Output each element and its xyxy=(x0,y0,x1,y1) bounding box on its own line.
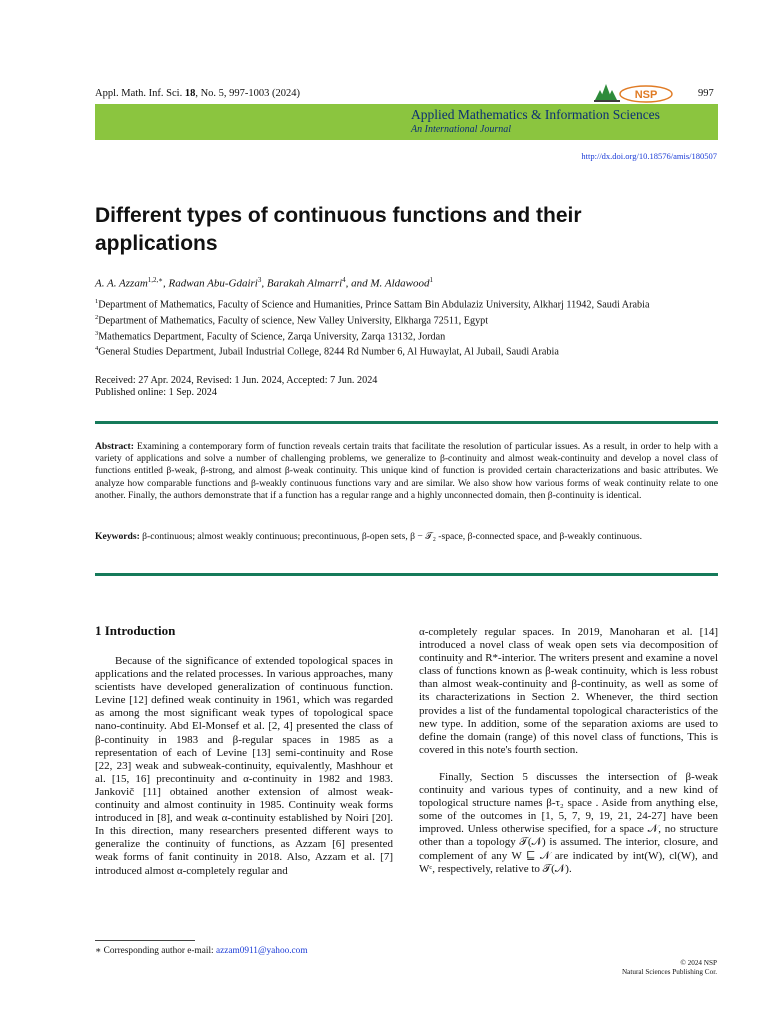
author-name: Barakah Almarri xyxy=(266,277,343,290)
intro-paragraph-1: Because of the significance of extended topological spaces in applications and the related processes. In various approaches, many scientists have developed generalization of continuous function. Levine [12] defined weak continuity in 1961, which was regarded as among the most significant weak types of topological space nano-continuity. Abd El-Monsef et al. [2, 4] presented the class of β-continuity in 1983 and β-regular spaces in 1985 as a representation of each of Levine [13] semi-continuity and Rose [22, 23] weak and subweak-continuity, equivalently, Mashhour et al. [15, 16] precontinuity and α-continuity in 1982 and 1983. Jankovič [11] obtained another extension of almost weak-continuity and almost continuity in 1985. Continuity weak forms introduced in [8], and weak α-continuity established by Noiri [20]. In this direction, many researchers presented different ways to generalize the continuity of functions, as Azzam [6] presented weak forms of fanit continuity in 2018. Also, Azzam et al. [7] introduced almost α-completely regular and xyxy=(95,655,393,877)
left-column xyxy=(95,655,393,878)
author-name: Radwan Abu-Gdairi xyxy=(168,277,258,290)
nsp-logo xyxy=(594,80,684,104)
author-separator: , xyxy=(261,277,267,290)
affiliation-number: 2 xyxy=(95,313,99,321)
received-dates: Received: 27 Apr. 2024, Revised: 1 Jun. 2024, Accepted: 7 Jun. 2024 xyxy=(95,375,378,386)
abstract-text: Examining a contemporary form of function reveals certain traits that facilitate the resolution of particular issues. As a result, in order to help with a variety of applications and solve a number of challenging problems, we generalize to β-continuity and almost weak-continuity and develop a novel class of functions entitled β-weak, β-strong, and almost β-weak continuity. This unique kind of function is provided certain characterizations and basic attributes. We analyze how comparable functions and β-weakly continuous functions vary and are similar. We also show how various forms of weak continuity relate to one another. Finally, the authors demonstrate that if a function has a regular range and a highly unconnected domain, then β-continuity is identical. xyxy=(95,441,718,501)
affiliation-text: General Studies Department, Jubail Industrial College, 8244 Rd Number 6, Al Huwaylat, Al Jubail, Saudi Arabia xyxy=(98,346,559,358)
affiliation-text: Department of Mathematics, Faculty of science, New Valley University, Elkharga 72511, Egypt xyxy=(98,315,489,327)
affiliation-item xyxy=(95,328,718,344)
journal-citation xyxy=(95,88,300,99)
affiliation-item xyxy=(95,343,718,359)
published-date: Published online: 1 Sep. 2024 xyxy=(95,387,217,399)
footnote-text: ∗ Corresponding author e-mail: xyxy=(95,946,216,956)
nsp-logo-icon xyxy=(594,80,684,104)
keywords-text: β-continuous; almost weakly continuous; precontinuous, β-open sets, β − 𝒯₂ -space, β-connected space, and β-weakly continuous. xyxy=(142,531,642,542)
journal-banner xyxy=(95,104,718,140)
copyright xyxy=(622,959,717,977)
citation-suffix: , No. 5, 997-1003 (2024) xyxy=(195,88,301,99)
section-heading: 1 Introduction xyxy=(95,623,176,638)
intro-paragraph-2: α-completely regular spaces. In 2019, Manoharan et al. [14] introduced a novel class of weak open sets via decomposition of continuity and R*-interior. The writers present and examine a novel class of functions known as β-weak continuity, which is less robust than almost weak-continuity and β-continuity, as well as some of its characterizations in Section 2. Whenever, the third section provides a list of the fundamental topological characteristics of the new type. In addition, some of the separation axioms are used to define the domain (range) of this novel class of functions, This is covered in this note's fourth section. xyxy=(419,626,718,756)
logo-text: NSP xyxy=(634,89,658,101)
author-separator: , xyxy=(163,277,169,290)
author-affiliation-mark: 4 xyxy=(342,276,346,284)
affiliation-list xyxy=(95,296,718,359)
corresponding-author-footnote xyxy=(95,945,308,956)
author-email-link[interactable]: azzam0911@yahoo.com xyxy=(215,946,308,956)
affiliation-number: 4 xyxy=(95,345,99,353)
affiliation-text: Mathematics Department, Faculty of Science, Zarqa University, Zarqa 13132, Jordan xyxy=(98,330,446,342)
copyright-line: © 2024 NSP xyxy=(680,959,717,967)
citation-prefix: Appl. Math. Inf. Sci. xyxy=(95,88,185,99)
author-list xyxy=(95,276,433,290)
author-affiliation-mark: 1,2,∗ xyxy=(147,276,164,284)
affiliation-number: 3 xyxy=(95,329,99,337)
right-column xyxy=(419,626,718,876)
author-name: A. A. Azzam xyxy=(95,277,148,290)
intro-paragraph-3: Finally, Section 5 discusses the intersection of β-weak continuity and various types of continuity, and a new kind of topological structure names β-τ₂ space . Aside from anything else, some of the outcomes in [1, 5, 7, 9, 19, 21, 24-27] have been improved. Unless otherwise specified, for a space 𝒩, no structure other than a topology 𝒯(𝒩) is assumed. The interior, closure, and complement of any W ⊑ 𝒩 are indicated by int(W), cl(W), and Wᶜ, respectively, relative to 𝒯(𝒩). xyxy=(419,770,718,875)
article-title: Different types of continuous functions and their applications xyxy=(95,204,582,255)
article-dates xyxy=(95,375,377,400)
author-separator: , and xyxy=(345,277,371,290)
author-affiliation-mark: 3 xyxy=(257,276,262,284)
author-name: M. Aldawood xyxy=(370,277,430,290)
author-affiliation-mark: 1 xyxy=(429,276,433,284)
keywords xyxy=(95,531,718,543)
journal-subtitle: An International Journal xyxy=(411,124,511,135)
journal-title: Applied Mathematics & Information Sciences xyxy=(411,107,660,122)
footnote-rule xyxy=(95,940,195,941)
top-divider xyxy=(95,421,718,424)
publisher-line: Natural Sciences Publishing Cor. xyxy=(621,968,717,976)
bottom-divider xyxy=(95,573,718,576)
affiliation-number: 1 xyxy=(95,298,99,305)
affiliation-item xyxy=(95,296,718,312)
affiliation-text: Department of Mathematics, Faculty of Science and Humanities, Prince Sattam Bin Abdulaziz University, Alkharj 11942, Saudi Arabia xyxy=(98,299,650,311)
abstract-label: Abstract: xyxy=(95,441,134,452)
doi-link[interactable]: http://dx.doi.org/10.18576/amis/180507 xyxy=(581,151,717,161)
keywords-label: Keywords: xyxy=(95,531,140,542)
page-number: 997 xyxy=(698,88,714,99)
abstract xyxy=(95,441,718,502)
affiliation-item xyxy=(95,312,718,328)
citation-volume: 18 xyxy=(184,88,196,99)
